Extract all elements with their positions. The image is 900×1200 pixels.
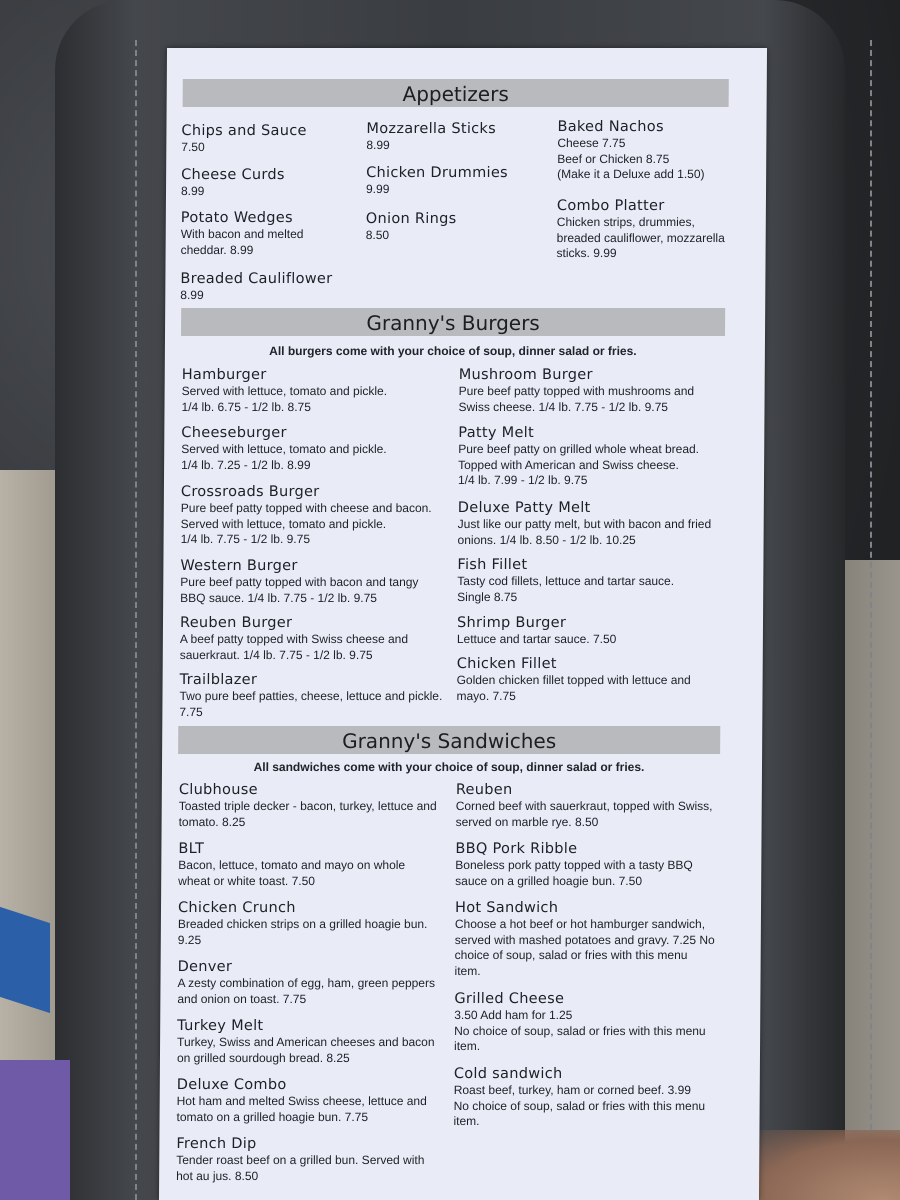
menu-item — [181, 366, 446, 415]
menu-item — [453, 1065, 713, 1130]
item-desc: 3.50 Add ham for 1.25 No choice of soup, salad or fries with this menu item. — [454, 1008, 706, 1053]
burgers-title: Granny's Burgers — [366, 311, 540, 335]
item-desc: Pure beef patty topped with mushrooms and Swiss cheese. 1/4 lb. 7.75 - 1/2 lb. 9.75 — [458, 384, 695, 414]
item-name: Potato Wedges — [180, 210, 293, 226]
menu-item — [179, 671, 444, 720]
item-name: Breaded Cauliflower — [180, 271, 333, 287]
item-name: Cold sandwich — [453, 1066, 563, 1082]
item-name: Hamburger — [181, 367, 267, 383]
item-desc: Hot ham and melted Swiss cheese, lettuce and tomato on a grilled hoagie bun. 7.75 — [176, 1094, 427, 1124]
item-desc: Bacon, lettuce, tomato and mayo on whole wheat or white toast. 7.50 — [178, 858, 406, 888]
menu-item — [181, 483, 446, 548]
menu-item — [557, 197, 737, 262]
menu-item — [179, 781, 441, 830]
item-desc: A zesty combination of egg, ham, green peppers and onion on toast. 7.75 — [177, 976, 436, 1006]
item-name: Chips and Sauce — [181, 123, 307, 139]
menu-item — [454, 990, 714, 1055]
item-desc: Breaded chicken strips on a grilled hoagie bun. 9.25 — [177, 917, 428, 947]
item-desc: Pure beef patty topped with bacon and tangy BBQ sauce. 1/4 lb. 7.75 - 1/2 lb. 9.75 — [180, 575, 419, 605]
item-name: Hot Sandwich — [454, 900, 559, 916]
menu-item — [458, 366, 703, 415]
item-name: Deluxe Patty Melt — [457, 500, 591, 516]
menu-sheet — [159, 48, 767, 1200]
item-name: BLT — [178, 841, 205, 857]
item-desc: 7.50 — [181, 140, 205, 154]
item-desc: Lettuce and tartar sauce. 7.50 — [456, 632, 617, 646]
item-desc: 8.50 — [365, 228, 390, 242]
item-name: Chicken Crunch — [177, 900, 296, 916]
menu-item — [366, 164, 536, 198]
menu-item — [181, 166, 356, 200]
item-name: Clubhouse — [178, 782, 258, 798]
menu-item — [177, 1076, 442, 1125]
item-desc: Toasted triple decker - bacon, turkey, lettuce and tomato. 8.25 — [178, 799, 437, 829]
menu-item — [180, 614, 445, 663]
item-desc: Tender roast beef on a grilled bun. Served with hot au jus. 8.50 — [176, 1153, 425, 1183]
menu-item — [456, 781, 716, 830]
item-desc: 8.99 — [180, 288, 204, 302]
stitching-right — [870, 40, 872, 1200]
item-name: Reuben Burger — [179, 615, 293, 631]
burgers-header — [181, 308, 725, 336]
item-desc: Served with lettuce, tomato and pickle. 1/4 lb. 6.75 - 1/2 lb. 8.75 — [181, 384, 388, 414]
menu-item — [178, 840, 440, 889]
appetizers-title: Appetizers — [402, 82, 509, 106]
item-name: Fish Fillet — [457, 557, 528, 573]
item-name: Crossroads Burger — [180, 484, 320, 500]
item-name: Shrimp Burger — [456, 615, 567, 631]
stitching-left — [135, 40, 137, 1200]
item-desc: Just like our patty melt, but with bacon and fried onions. 1/4 lb. 8.50 - 1/2 lb. 10.25 — [457, 517, 712, 547]
item-desc: 8.99 — [180, 184, 205, 198]
burgers-subtitle: All burgers come with your choice of soup, dinner salad or fries. — [269, 344, 637, 358]
item-desc: Choose a hot beef or hot hamburger sandwich, served with mashed potatoes and gravy. 7.25 No choice of soup, salad or fries with this menu item. — [454, 917, 715, 978]
item-desc: Chicken strips, drummies, breaded cauliflower, mozzarella sticks. 9.99 — [556, 215, 725, 260]
menu-item — [177, 958, 442, 1007]
item-name: Western Burger — [180, 558, 298, 574]
lanyard — [0, 907, 50, 1013]
menu-item — [176, 1135, 441, 1184]
menu-item — [458, 424, 708, 489]
menu-item — [457, 614, 707, 648]
item-desc: Tasty cod fillets, lettuce and tartar sauce. Single 8.75 — [457, 574, 675, 604]
item-name: Cheese Curds — [181, 167, 285, 183]
item-desc: Cheese 7.75 Beef or Chicken 8.75 (Make it a Deluxe add 1.50) — [557, 136, 705, 181]
sandwiches-subtitle: All sandwiches come with your choice of soup, dinner salad or fries. — [253, 760, 645, 774]
item-name: Baked Nachos — [557, 119, 664, 135]
item-desc: A beef patty topped with Swiss cheese and sauerkraut. 1/4 lb. 7.75 - 1/2 lb. 9.75 — [179, 632, 409, 662]
item-name: Mozzarella Sticks — [366, 121, 497, 137]
menu-item — [457, 556, 707, 605]
item-name: Turkey Melt — [177, 1018, 264, 1034]
item-desc: Two pure beef patties, cheese, lettuce and pickle. 7.75 — [179, 689, 443, 719]
item-name: Trailblazer — [179, 672, 258, 688]
menu-item — [455, 899, 716, 979]
item-desc: Served with lettuce, tomato and pickle. 1/4 lb. 7.25 - 1/2 lb. 8.99 — [181, 442, 387, 472]
item-desc: Golden chicken fillet topped with lettuce and mayo. 7.75 — [456, 673, 691, 703]
card-edge — [0, 1060, 70, 1200]
item-desc: Corned beef with sauerkraut, topped with Swiss, served on marble rye. 8.50 — [455, 799, 713, 829]
item-name: French Dip — [176, 1136, 257, 1152]
item-desc: With bacon and melted cheddar. 8.99 — [180, 227, 304, 257]
menu-item — [456, 655, 701, 704]
item-desc: Boneless pork patty topped with a tasty BBQ sauce on a grilled hoagie bun. 7.50 — [455, 858, 693, 888]
item-desc: Pure beef patty topped with cheese and bacon. Served with lettuce, tomato and pickle. 1/4 lb. 7.75 - 1/2 lb. 9.75 — [180, 501, 432, 546]
sandwiches-header — [178, 726, 720, 754]
appetizers-header — [183, 79, 729, 107]
menu-item — [458, 499, 718, 548]
item-name: Denver — [177, 959, 233, 975]
item-name: Chicken Fillet — [456, 656, 557, 672]
menu-item — [178, 899, 443, 948]
sandwiches-title: Granny's Sandwiches — [342, 729, 557, 753]
item-name: Grilled Cheese — [454, 991, 565, 1007]
item-desc: 8.99 — [366, 138, 390, 152]
item-name: Combo Platter — [556, 198, 665, 214]
menu-item — [557, 118, 737, 183]
menu-item — [181, 122, 356, 156]
menu-item — [181, 424, 446, 473]
menu-item — [366, 120, 536, 154]
menu-item — [177, 1017, 442, 1066]
item-name: Reuben — [455, 782, 513, 798]
item-name: Cheeseburger — [181, 425, 287, 441]
item-name: Chicken Drummies — [366, 165, 509, 181]
item-name: Mushroom Burger — [458, 367, 593, 383]
menu-item — [366, 210, 536, 244]
item-desc: 9.99 — [365, 182, 390, 196]
item-name: Deluxe Combo — [176, 1077, 287, 1093]
item-desc: Pure beef patty on grilled whole wheat bread. Topped with American and Swiss cheese. 1/4 lb. 7.99 - 1/2 lb. 9.75 — [457, 442, 700, 487]
menu-item — [455, 840, 705, 889]
menu-item — [180, 557, 445, 606]
menu-item — [181, 209, 341, 258]
item-desc: Turkey, Swiss and American cheeses and bacon on grilled sourdough bread. 8.25 — [176, 1035, 435, 1065]
menu-item — [180, 270, 360, 304]
item-name: BBQ Pork Ribble — [455, 841, 578, 857]
item-desc: Roast beef, turkey, ham or corned beef. 3.99 No choice of soup, salad or fries with this menu item. — [453, 1083, 706, 1128]
item-name: Onion Rings — [365, 211, 457, 227]
item-name: Patty Melt — [458, 425, 535, 441]
